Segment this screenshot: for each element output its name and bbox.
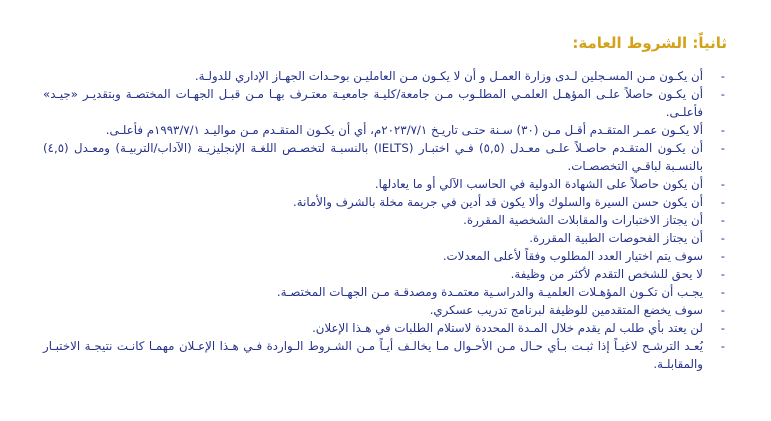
condition-text: سوف يتم اختيار العدد المطلوب وفقاً لأعلى المعدلات. [442, 249, 703, 263]
condition-text: ألا يكـون عمـر المتقـدم أقـل مـن (٣٠) سـنة حتـى تاريـخ ٢٠٢٣/٧/١م، أي أن يكـون المتقـدم مـن مواليـد ١٩٩٣/٧/١م فأعلـى. [105, 123, 703, 137]
condition-item [43, 283, 725, 301]
condition-text: أن يكـون المتقـدم حاصـلاً علـى معـدل (٥,٥) فـي اختبـار (IELTS) بالنسبـة لتخصـص اللغـة الإنجليزيـة (الآداب/التربيـة) ومعـدل (٤,٥) بالنسـبة لباقـي التخصصـات. [43, 141, 703, 173]
condition-item [43, 67, 725, 85]
condition-text: أن يكون حسن السيرة والسلوك وألا يكون قد أدين في جريمة مخلة بالشرف والأمانة. [293, 195, 703, 209]
condition-text: سوف يخضع المتقدمين للوظيفة لبرنامج تدريب عسكري. [429, 303, 703, 317]
condition-text: أن يكون حاصلاً على الشهادة الدولية في الحاسب الآلي أو ما يعادلها. [374, 177, 703, 191]
bullet-marker: - [720, 177, 725, 191]
condition-text: أن يكـون حاصلاً علـى المؤهـل العلمـي المطلـوب مـن جامعة/كليـة جامعيـة معتـرف بهـا مـن قبـل الجهـات المختصـة وبتقديـر «جيـد» فأعلـى. [43, 87, 703, 119]
condition-text: أن يكـون مـن المسـجلين لـدى وزارة العمـل و أن لا يكـون مـن العامليـن بوحـدات الجهـاز الإداري للدولـة. [194, 69, 703, 83]
bullet-marker: - [720, 339, 725, 353]
condition-text: لا يحق للشخص التقدم لأكثر من وظيفة. [510, 267, 703, 281]
condition-item [43, 139, 725, 175]
bullet-marker: - [720, 249, 725, 263]
condition-text: لن يعتد بأي طلب لم يقدم خلال المـدة المحددة لاستلام الطلبات في هـذا الإعلان. [312, 321, 703, 335]
bullet-marker: - [720, 123, 725, 137]
conditions-list [43, 67, 725, 373]
bullet-marker: - [720, 231, 725, 245]
bullet-marker: - [720, 303, 725, 317]
condition-item [43, 337, 725, 373]
condition-text: أن يجتاز الفحوصات الطبية المقررة. [529, 231, 703, 245]
condition-item [43, 121, 725, 139]
condition-item [43, 193, 725, 211]
condition-item [43, 229, 725, 247]
condition-item [43, 211, 725, 229]
condition-text: يجـب أن تكـون المؤهـلات العلميـة والدراسـية معتمـدة ومصدقـة مـن الجهـات المختصـة. [276, 285, 703, 299]
bullet-marker: - [720, 195, 725, 209]
section-heading: ثانياً: الشروط العامة: [572, 34, 727, 52]
bullet-marker: - [720, 69, 725, 83]
bullet-marker: - [720, 321, 725, 335]
condition-item [43, 85, 725, 121]
condition-text: أن يجتاز الاختبارات والمقابلات الشخصية المقررة. [463, 213, 703, 227]
bullet-marker: - [720, 87, 725, 101]
condition-item [43, 175, 725, 193]
condition-text: يُعـد الترشـح لاغيـاً إذا ثبـت بـأي حـال مـن الأحـوال مـا يخالـف أيـاً مـن الشـروط الـواردة فـي هـذا الإعـلان مهمـا كانـت نتيجـة الاختبـار والمقابلـة. [43, 339, 703, 371]
condition-item [43, 319, 725, 337]
bullet-marker: - [720, 267, 725, 281]
bullet-marker: - [720, 141, 725, 155]
condition-item [43, 301, 725, 319]
condition-item [43, 247, 725, 265]
condition-item [43, 265, 725, 283]
bullet-marker: - [720, 213, 725, 227]
bullet-marker: - [720, 285, 725, 299]
